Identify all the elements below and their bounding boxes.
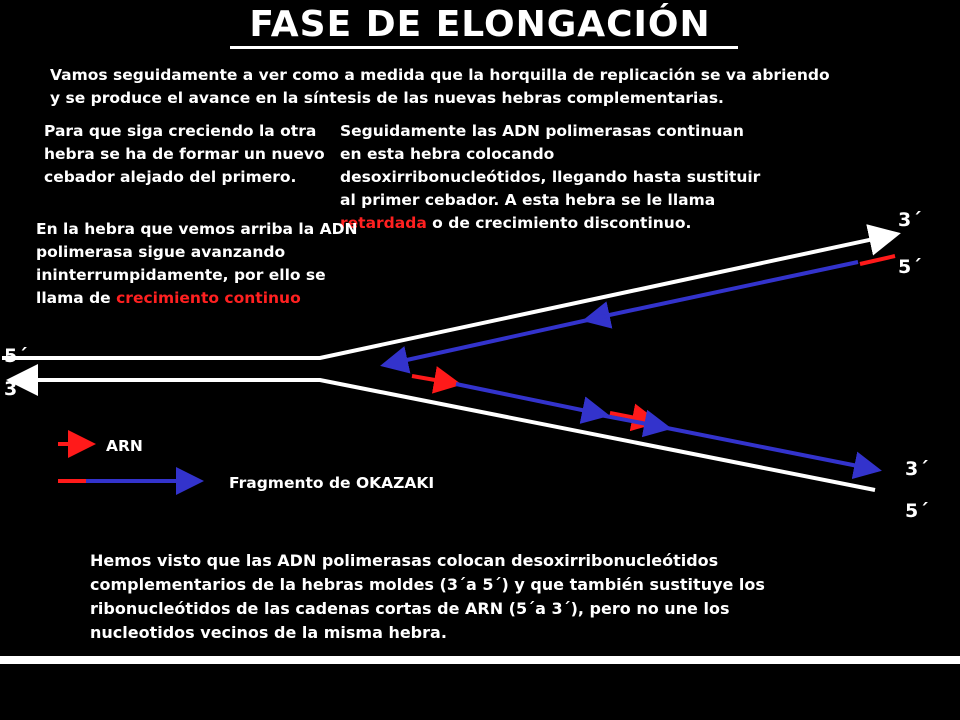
rna-primer-leading <box>860 256 895 264</box>
label-left-top: 5´ <box>4 345 29 367</box>
rna-primer-1 <box>412 376 458 384</box>
bottom-divider <box>0 656 960 664</box>
leading-strand-lower <box>384 316 606 365</box>
label-upper-right-bottom: 5´ <box>898 256 923 278</box>
intro-text: Vamos seguidamente a ver como a medida que la horquilla de replicación se va abriendo y se produce el avance en la síntesis de las nuevas hebras complementarias. <box>50 66 830 107</box>
right-note-after: o de crecimiento discontinuo. <box>426 214 692 232</box>
template-strand-top <box>2 234 897 358</box>
continuous-note-highlight: crecimiento continuo <box>116 289 301 307</box>
right-note-before: Seguidamente las ADN polimerasas continuan en esta hebra colocando desoxirribonucleótidos, llegando hasta sustituir al primer cebador. A esta hebra se le llama <box>340 122 761 209</box>
legend-rna-label: ARN <box>106 437 143 455</box>
left-note-text: Para que siga creciendo la otra hebra se ha de formar un nuevo cebador alejado del primero. <box>44 122 325 186</box>
label-lower-right-bottom: 5´ <box>905 500 930 522</box>
page-title: FASE DE ELONGACIÓN <box>249 4 711 45</box>
right-note-highlight: retardada <box>340 214 427 232</box>
template-strand-bottom <box>10 380 875 490</box>
okazaki-fragment-2 <box>662 427 878 470</box>
label-left-bottom: 3´ <box>4 378 29 400</box>
continuous-note-before: En la hebra que vemos arriba la ADN polimerasa sigue avanzando ininterrumpidamente, por ello se llama de <box>36 220 358 307</box>
legend-okazaki-label: Fragmento de OKAZAKI <box>229 474 435 492</box>
label-lower-right-top: 3´ <box>905 458 930 480</box>
conclusion-text: Hemos visto que las ADN polimerasas colocan desoxirribonucleótidos complementarios de la hebras moldes (3´a 5´) y que también sustituye los ribonucleótidos de las cadenas cortas de ARN (5´a 3´), pero no une los nucleotidos vecinos de la misma hebra. <box>90 551 765 642</box>
label-upper-right-top: 3´ <box>898 209 923 231</box>
